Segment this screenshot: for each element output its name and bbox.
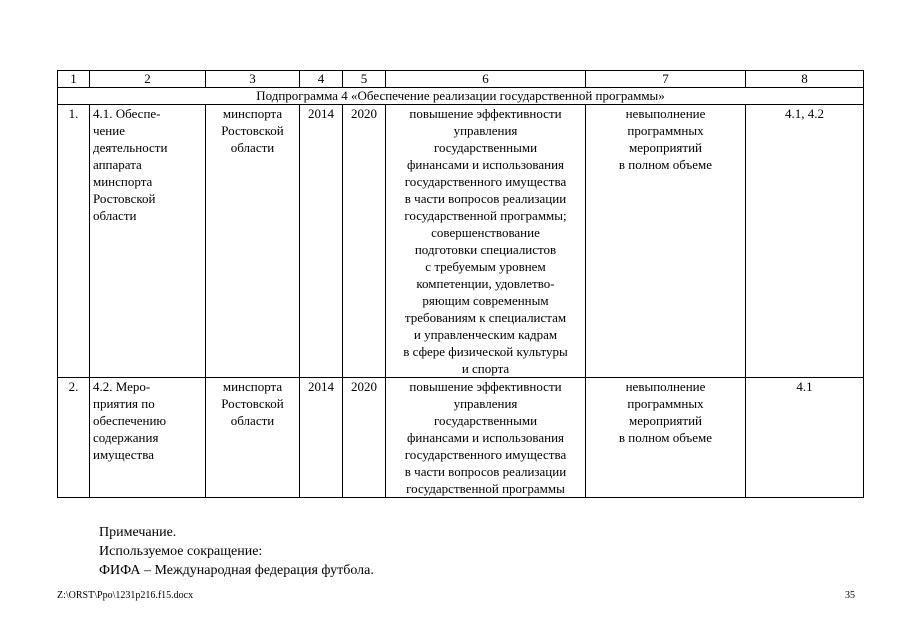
page-number: 35	[845, 590, 855, 601]
measure-name-cell	[90, 105, 206, 378]
cell-line: программных	[627, 123, 704, 138]
start-year: 2014	[300, 105, 343, 378]
cell-line: 4.2. Меро-	[93, 379, 151, 394]
measure-name-cell	[90, 378, 206, 498]
indicator-link: 4.1, 4.2	[746, 105, 864, 378]
end-year: 2020	[343, 105, 386, 378]
subprogram-row	[58, 88, 864, 105]
cell-line: повышение эффективности	[409, 106, 562, 121]
table-row	[58, 105, 864, 378]
cell-line: государственной программы	[406, 481, 565, 496]
end-year: 2020	[343, 378, 386, 498]
cell-line: управления	[453, 396, 518, 411]
cell-line: минспорта	[222, 106, 283, 121]
header-cell: 8	[746, 71, 864, 88]
cell-line: управления	[453, 123, 518, 138]
header-row	[58, 71, 864, 88]
expected-result-cell	[386, 105, 586, 378]
cell-line: Ростовской	[221, 123, 284, 138]
cell-line: области	[230, 413, 275, 428]
cell-line: повышение эффективности	[409, 379, 562, 394]
header-cell: 2	[90, 71, 206, 88]
cell-line: в части вопросов реализации	[404, 191, 567, 206]
executor-cell	[206, 378, 300, 498]
cell-line: области	[230, 140, 275, 155]
cell-line: Ростовской	[221, 396, 284, 411]
cell-line: государственной программы;	[404, 208, 567, 223]
file-path: Z:\ORST\Ppo\1231p216.f15.docx	[57, 590, 194, 601]
cell-line: содержания	[93, 430, 159, 445]
header-cell: 5	[343, 71, 386, 88]
header-cell: 3	[206, 71, 300, 88]
cell-line: совершенствование	[431, 225, 540, 240]
cell-line: мероприятий	[629, 140, 702, 155]
header-cell: 1	[58, 71, 90, 88]
cell-line: области	[93, 208, 137, 223]
cell-line: в полном объеме	[618, 430, 713, 445]
header-cell: 6	[386, 71, 586, 88]
cell-line: требованиям к специалистам	[404, 310, 567, 325]
cell-line: программных	[627, 396, 704, 411]
subprogram-title: Подпрограмма 4 «Обеспечение реализации государственной программы»	[58, 88, 864, 105]
cell-line: мероприятий	[629, 413, 702, 428]
cell-line: имущества	[93, 447, 154, 462]
cell-line: государственного имущества	[404, 447, 567, 462]
cell-line: с требуемым уровнем	[425, 259, 546, 274]
cell-line: минспорта	[93, 174, 153, 189]
cell-line: в сфере физической культуры	[403, 344, 568, 359]
cell-line: и спорта	[461, 361, 510, 376]
cell-line: 4.1. Обеспе-	[93, 106, 161, 121]
cell-line: минспорта	[222, 379, 283, 394]
cell-line: невыполнение	[625, 106, 706, 121]
cell-line: ряющим современным	[422, 293, 549, 308]
note-abbrev: ФИФА – Международная федерация футбола.	[99, 563, 374, 578]
cell-line: государственного имущества	[404, 174, 567, 189]
cell-line: обеспечению	[93, 413, 167, 428]
cell-line: Ростовской	[93, 191, 156, 206]
consequence-cell	[586, 105, 746, 378]
cell-line: государственными	[433, 413, 538, 428]
cell-line: финансами и использования	[406, 430, 565, 445]
note-title: Примечание.	[99, 525, 177, 540]
consequence-cell	[586, 378, 746, 498]
cell-line: приятия по	[93, 396, 155, 411]
table-row	[58, 378, 864, 498]
cell-line: аппарата	[93, 157, 142, 172]
executor-cell	[206, 105, 300, 378]
note-abbrev-heading: Используемое сокращение:	[99, 544, 263, 559]
cell-line: невыполнение	[625, 379, 706, 394]
cell-line: государственными	[433, 140, 538, 155]
header-cell: 7	[586, 71, 746, 88]
header-cell: 4	[300, 71, 343, 88]
cell-line: подготовки специалистов	[414, 242, 557, 257]
expected-result-cell	[386, 378, 586, 498]
cell-line: в части вопросов реализации	[404, 464, 567, 479]
cell-line: и управленческим кадрам	[413, 327, 558, 342]
measures-table	[57, 70, 864, 498]
cell-line: компетенции, удовлетво-	[416, 276, 555, 291]
start-year: 2014	[300, 378, 343, 498]
notes	[99, 523, 374, 580]
cell-line: в полном объеме	[618, 157, 713, 172]
cell-line: финансами и использования	[406, 157, 565, 172]
cell-line: деятельности	[93, 140, 168, 155]
indicator-link: 4.1	[746, 378, 864, 498]
row-number: 2.	[58, 378, 90, 498]
cell-line: чение	[93, 123, 125, 138]
row-number: 1.	[58, 105, 90, 378]
